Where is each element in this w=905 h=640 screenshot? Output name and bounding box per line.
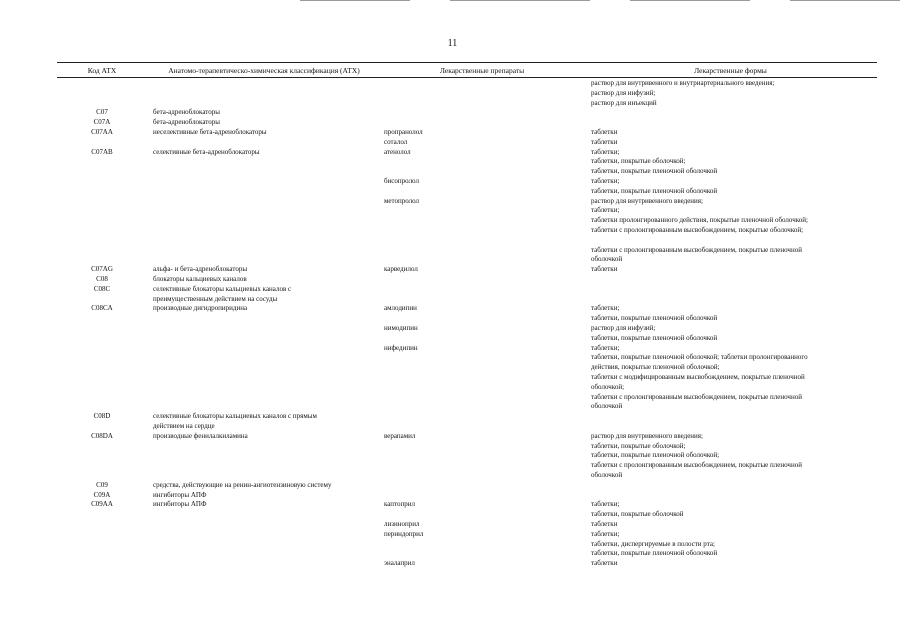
atc-code: C07AB bbox=[91, 147, 113, 156]
dosage-form-line: раствор для инфузий; bbox=[591, 88, 656, 97]
dosage-forms bbox=[591, 530, 877, 559]
drug-name: периндоприл bbox=[384, 529, 424, 538]
dosage-form-line: таблетки; bbox=[591, 529, 620, 538]
dosage-form-line: таблетки, покрытые пленочной оболочкой bbox=[591, 549, 718, 558]
classification-line: действием на сердце bbox=[153, 421, 215, 430]
table-row bbox=[57, 304, 877, 324]
classification-line: селективные бета-адреноблокаторы bbox=[153, 147, 260, 156]
atc-classification bbox=[153, 481, 373, 491]
dosage-form-line: таблетки; bbox=[591, 206, 620, 215]
atc-code: C08D bbox=[93, 412, 111, 421]
dosage-form-line: таблетки bbox=[591, 559, 618, 568]
table-row bbox=[57, 177, 877, 197]
dosage-form-line: таблетки, покрытые пленочной оболочкой bbox=[591, 167, 718, 176]
drug-name: нимодипин bbox=[384, 323, 418, 332]
table-top-rule bbox=[57, 62, 877, 63]
atc-code: C08 bbox=[96, 274, 108, 283]
dosage-form-line: оболочкой bbox=[591, 255, 623, 264]
drug-name: бисопролол bbox=[384, 176, 419, 185]
atc-classification bbox=[153, 148, 373, 158]
dosage-form-line: таблетки с модифицированным высвобождением, покрытые пленочной bbox=[591, 372, 805, 381]
atc-classification bbox=[153, 285, 373, 305]
dosage-forms bbox=[591, 500, 877, 520]
dosage-form-line: таблетки, покрытые оболочкой; bbox=[591, 441, 686, 450]
classification-line: альфа- и бета-адреноблокаторы bbox=[153, 265, 248, 274]
dosage-forms bbox=[591, 324, 877, 344]
table-row bbox=[57, 530, 877, 559]
atc-classification bbox=[153, 128, 373, 138]
dosage-form-line: таблетки, покрытые пленочной оболочкой bbox=[591, 314, 718, 323]
classification-line: селективные блокаторы кальциевых каналов с прямым bbox=[153, 412, 317, 421]
dosage-form-line: таблетки; bbox=[591, 147, 620, 156]
drug-name: метопролол bbox=[384, 196, 420, 205]
atc-classification bbox=[153, 491, 373, 501]
atc-code: C07A bbox=[93, 118, 111, 127]
atc-code: C08C bbox=[93, 284, 111, 293]
dosage-forms bbox=[591, 344, 877, 413]
dosage-form-line: таблетки; bbox=[591, 176, 620, 185]
table-row bbox=[57, 265, 877, 275]
drug-name: пропранолол bbox=[384, 127, 423, 136]
classification-line: производные фенилалкиламина bbox=[153, 431, 248, 440]
dosage-form-line: таблетки bbox=[591, 127, 618, 136]
dosage-form-line: таблетки, покрытые пленочной оболочкой bbox=[591, 333, 718, 342]
drug-name: карведилол bbox=[384, 265, 418, 274]
classification-line: бета-адреноблокаторы bbox=[153, 118, 220, 127]
dosage-form-line: таблетки bbox=[591, 519, 618, 528]
table-row bbox=[57, 285, 877, 305]
drug-name: соталол bbox=[384, 137, 408, 146]
dosage-form-line: таблетки с пролонгированным высвобождением, покрытые пленочной bbox=[591, 245, 802, 254]
atc-classification bbox=[153, 108, 373, 118]
dosage-form-line: таблетки с пролонгированным высвобождением, покрытые оболочкой; bbox=[591, 225, 804, 234]
classification-line: селективные блокаторы кальциевых каналов с bbox=[153, 284, 292, 293]
atc-classification bbox=[153, 412, 373, 432]
dosage-form-line: таблетки, покрытые пленочной оболочкой; таблетки пролонгированного bbox=[591, 353, 808, 362]
dosage-forms bbox=[591, 304, 877, 324]
header-drugs: Лекарственные препараты bbox=[439, 66, 525, 75]
table-row bbox=[57, 138, 877, 148]
atc-classification bbox=[153, 265, 373, 275]
table-row bbox=[57, 412, 877, 432]
dosage-forms bbox=[591, 138, 877, 148]
scan-top-edge bbox=[300, 0, 900, 2]
dosage-forms bbox=[591, 265, 877, 275]
classification-line: ингибиторы АПФ bbox=[153, 500, 207, 509]
dosage-forms bbox=[591, 197, 877, 266]
classification-line: ингибиторы АПФ bbox=[153, 490, 207, 499]
table-row bbox=[57, 108, 877, 118]
drug-name: верапамил bbox=[384, 431, 416, 440]
dosage-form-line: оболочкой bbox=[591, 470, 623, 479]
atc-code: C09A bbox=[93, 490, 111, 499]
dosage-form-line: действия, покрытые пленочной оболочкой; bbox=[591, 363, 720, 372]
dosage-forms bbox=[591, 177, 877, 197]
classification-line: преимущественным действием на сосуды bbox=[153, 294, 278, 303]
dosage-form-line: таблетки, покрытые пленочной оболочкой; bbox=[591, 451, 720, 460]
atc-code: C08DA bbox=[91, 431, 113, 440]
table-row bbox=[57, 275, 877, 285]
dosage-form-line: таблетки; bbox=[591, 304, 620, 313]
atc-classification bbox=[153, 500, 373, 510]
dosage-form-line: оболочкой; bbox=[591, 382, 625, 391]
atc-classification bbox=[153, 304, 373, 314]
atc-classification bbox=[153, 432, 373, 442]
header-classification: Анатомо-терапевтическо-химическая классификация (АТХ) bbox=[168, 66, 360, 75]
dosage-form-line: таблетки bbox=[591, 265, 618, 274]
drug-name: нифедипин bbox=[384, 343, 418, 352]
drug-name: лизиноприл bbox=[384, 519, 420, 528]
table-header-rule bbox=[57, 77, 877, 78]
atc-code: C09 bbox=[96, 480, 108, 489]
table-row bbox=[57, 481, 877, 491]
dosage-form-line: таблетки с пролонгированным высвобождением, покрытые пленочной bbox=[591, 392, 802, 401]
dosage-form-line: таблетки, диспергируемые в полости рта; bbox=[591, 539, 715, 548]
dosage-form-line: раствор для внутривенного введения; bbox=[591, 431, 703, 440]
table-row bbox=[57, 491, 877, 501]
table-row bbox=[57, 118, 877, 128]
dosage-form-line: таблетки bbox=[591, 137, 618, 146]
dosage-forms bbox=[591, 79, 877, 108]
header-code: Код АТХ bbox=[87, 66, 117, 75]
dosage-form-line: таблетки, покрытые оболочкой; bbox=[591, 157, 686, 166]
table-row bbox=[57, 344, 877, 413]
dosage-forms bbox=[591, 148, 877, 177]
dosage-forms bbox=[591, 520, 877, 530]
dosage-form-line: таблетки; bbox=[591, 343, 620, 352]
atc-code: C07AG bbox=[91, 265, 113, 274]
atc-code: C07AA bbox=[91, 127, 113, 136]
table-row bbox=[57, 128, 877, 138]
classification-line: неселективные бета-адреноблокаторы bbox=[153, 127, 267, 136]
dosage-forms bbox=[591, 128, 877, 138]
dosage-forms bbox=[591, 432, 877, 481]
header-forms: Лекарственные формы bbox=[694, 66, 767, 75]
dosage-form-line: таблетки; bbox=[591, 500, 620, 509]
dosage-form-line: таблетки с пролонгированным высвобождением, покрытые пленочной bbox=[591, 461, 802, 470]
dosage-form-line: таблетки, покрытые оболочкой bbox=[591, 510, 684, 519]
table-row bbox=[57, 500, 877, 520]
dosage-form-line: раствор для внутривенного и внутриартериального введения; bbox=[591, 79, 775, 87]
page-number: 11 bbox=[447, 38, 458, 49]
dosage-form-line bbox=[591, 236, 877, 246]
table-row bbox=[57, 520, 877, 530]
atc-classification bbox=[153, 275, 373, 285]
dosage-form-line: таблетки, покрытые пленочной оболочкой bbox=[591, 186, 718, 195]
table-row bbox=[57, 148, 877, 177]
classification-line: производные дигидропиридина bbox=[153, 304, 248, 313]
classification-line: средства, действующие на ренин-ангиотензиновую систему bbox=[153, 480, 332, 489]
table-row bbox=[57, 559, 877, 569]
classification-line: бета-адреноблокаторы bbox=[153, 108, 220, 117]
table-body bbox=[57, 79, 877, 569]
dosage-forms bbox=[591, 559, 877, 569]
drug-name: каптоприл bbox=[384, 500, 416, 509]
dosage-form-line: таблетки пролонгированного действия, покрытые пленочной оболочкой; bbox=[591, 216, 808, 225]
atc-code: C07 bbox=[96, 108, 108, 117]
table-row bbox=[57, 197, 877, 266]
dosage-form-line: раствор для инфузий; bbox=[591, 323, 656, 332]
table-row bbox=[57, 432, 877, 481]
drug-name: эналаприл bbox=[384, 559, 415, 568]
drug-name: атенолол bbox=[384, 147, 411, 156]
table-row bbox=[57, 324, 877, 344]
atc-code: C09AA bbox=[91, 500, 113, 509]
classification-line: блокаторы кальциевых каналов bbox=[153, 274, 247, 283]
atc-classification bbox=[153, 118, 373, 128]
drug-name: амлодипин bbox=[384, 304, 417, 313]
dosage-form-line: раствор для инъекций bbox=[591, 98, 657, 107]
atc-code: C08CA bbox=[91, 304, 113, 313]
dosage-form-line: оболочкой bbox=[591, 402, 623, 411]
dosage-form-line: раствор для внутривенного введения; bbox=[591, 196, 703, 205]
table-row bbox=[57, 79, 877, 108]
